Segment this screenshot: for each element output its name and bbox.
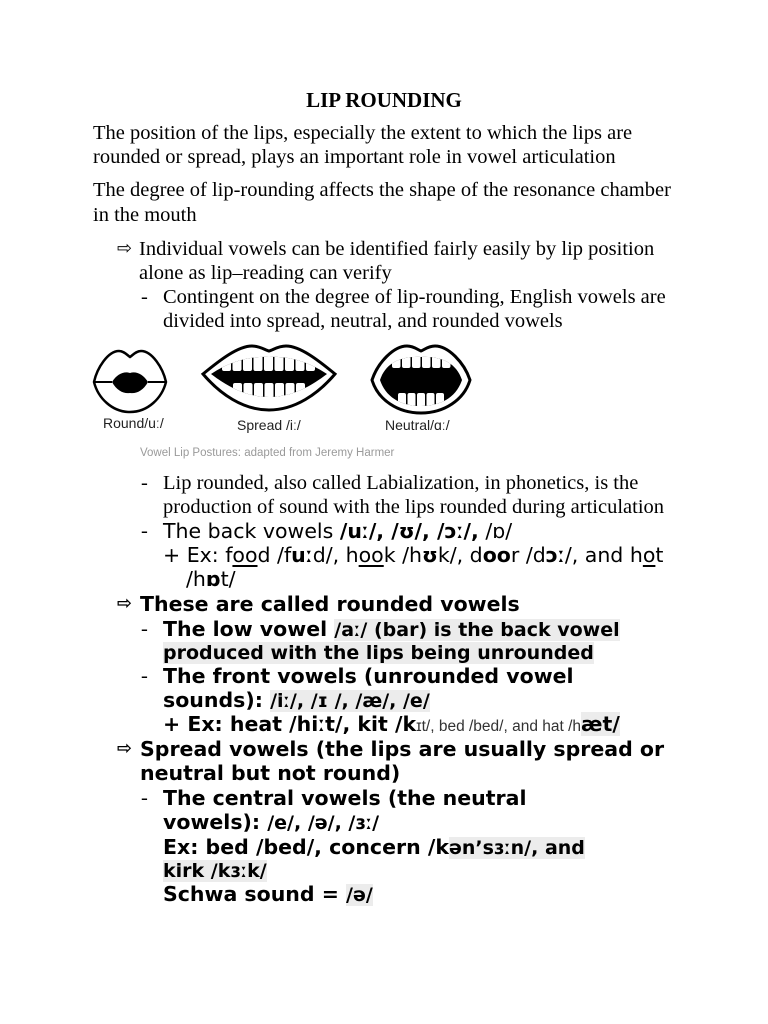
- low-vowel-label: The low vowel: [163, 617, 335, 641]
- intro-paragraph-2-line-1: The degree of lip-rounding affects the shape of the resonance chamber: [93, 179, 671, 201]
- example-bold-segment: ɔː: [545, 543, 565, 567]
- spread-lips-label: Spread /iː/: [237, 417, 301, 433]
- dash-bullet: -: [141, 618, 148, 640]
- example-underlined-segment: oo: [358, 543, 384, 567]
- intro-paragraph-2-line-2: in the mouth: [93, 204, 197, 226]
- intro-paragraph-1-line-2: rounded or spread, plays an important role in vowel articulation: [93, 146, 616, 168]
- central-vowels-examples-line-1: [163, 835, 585, 859]
- example-segment: k /h: [383, 543, 423, 567]
- spread-vowels-heading-line-1: Spread vowels (the lips are usually spread or: [140, 737, 665, 761]
- low-vowel-description-cont: produced with the lips being unrounded: [163, 642, 594, 664]
- back-vowels-label: The back vowels: [163, 519, 340, 543]
- neutral-lips-drawing: [372, 346, 470, 413]
- example-bold-segment: ɒ: [205, 567, 221, 591]
- spread-lips-drawing: [203, 346, 335, 410]
- back-vowels-symbols: /uː/, /ʊ/, /ɔː/,: [339, 519, 479, 543]
- dash-bullet: -: [141, 472, 148, 494]
- example-small-segment: ɪt/, bed /bed/, and hat /h: [416, 718, 582, 735]
- page-title: LIP ROUNDING: [306, 88, 462, 112]
- example-highlighted-segment: ən’sɜːn/, and: [448, 837, 585, 859]
- dash-bullet: -: [141, 520, 148, 542]
- example-underlined-segment: o: [642, 543, 656, 567]
- round-lips-drawing: [94, 351, 166, 412]
- lip-postures-figure: [88, 340, 478, 418]
- front-vowels-symbols: /iː/, /ɪ /, /æ/, /e/: [270, 690, 430, 712]
- example-segment: k/, d: [437, 543, 483, 567]
- dash-bullet: -: [141, 787, 148, 809]
- example-bold-segment: + Ex: heat /hiːt/, kit /k: [163, 712, 417, 736]
- example-bold-segment: ʊ: [422, 543, 438, 567]
- arrow-bullet-icon: ⇨: [117, 238, 133, 259]
- classification-line-2: divided into spread, neutral, and rounded vowels: [163, 310, 563, 332]
- dash-bullet: -: [141, 286, 148, 308]
- example-segment: /, and h: [564, 543, 643, 567]
- example-segment: r /d: [510, 543, 546, 567]
- example-segment: d/, h: [312, 543, 359, 567]
- example-underlined-segment: oo: [232, 543, 258, 567]
- schwa-label: Schwa sound =: [163, 882, 347, 906]
- schwa-symbol: /ə/: [346, 884, 373, 906]
- back-vowels-examples-line-2: [186, 567, 236, 591]
- central-vowels-line-2: [163, 810, 379, 834]
- low-vowel-description: /aː/ (bar) is the back vowel: [334, 619, 620, 641]
- neutral-lips-label: Neutral/ɑː/: [385, 417, 450, 433]
- example-bold-segment: Ex: bed /bed/, concern /k: [163, 835, 449, 859]
- back-vowels-examples-line-1: [163, 543, 663, 567]
- low-vowel-line-2: [163, 640, 594, 664]
- front-vowels-line-2: [163, 688, 430, 712]
- rounded-definition-line-1: Lip rounded, also called Labialization, in phonetics, is the: [163, 472, 639, 494]
- central-vowels-label: vowels):: [163, 810, 268, 834]
- example-segment: /h: [186, 567, 206, 591]
- front-vowels-examples: [163, 712, 620, 736]
- central-vowels-line-1: The central vowels (the neutral: [163, 786, 527, 810]
- arrow-bullet-icon: ⇨: [117, 593, 133, 614]
- example-segment: + Ex: f: [163, 543, 233, 567]
- identification-line-1: Individual vowels can be identified fairly easily by lip position: [139, 238, 655, 260]
- classification-line-1: Contingent on the degree of lip-rounding, English vowels are: [163, 286, 666, 308]
- example-segment: t: [655, 543, 664, 567]
- figure-caption: Vowel Lip Postures: adapted from Jeremy Harmer: [140, 447, 395, 459]
- schwa-line: [163, 882, 373, 906]
- example-bold-segment: oo: [482, 543, 511, 567]
- round-lips-label: Round/uː/: [103, 415, 164, 431]
- back-vowels-last-symbol: /ɒ/: [478, 519, 513, 543]
- intro-paragraph-1-line-1: The position of the lips, especially the extent to which the lips are: [93, 122, 633, 144]
- spread-vowels-heading-line-2: neutral but not round): [140, 761, 401, 785]
- back-vowels-line: [163, 519, 512, 543]
- low-vowel-line-1: [163, 617, 620, 641]
- arrow-bullet-icon: ⇨: [117, 738, 133, 759]
- rounded-definition-line-2: production of sound with the lips rounded during articulation: [163, 496, 665, 518]
- example-bold-segment: uː: [291, 543, 313, 567]
- rounded-vowels-heading: These are called rounded vowels: [140, 592, 520, 616]
- example-segment: d /f: [257, 543, 292, 567]
- example-bold-segment: æt/: [581, 712, 620, 736]
- central-vowels-symbols: /e/, /ə/, /ɜː/: [267, 812, 380, 834]
- example-highlighted-segment: kirk /kɜːk/: [163, 860, 267, 882]
- front-vowels-line-1: The front vowels (unrounded vowel: [163, 664, 574, 688]
- front-vowels-label: sounds):: [163, 688, 271, 712]
- identification-line-2: alone as lip–reading can verify: [139, 262, 392, 284]
- central-vowels-examples-line-2: [163, 858, 267, 882]
- example-segment: t/: [220, 567, 236, 591]
- dash-bullet: -: [141, 665, 148, 687]
